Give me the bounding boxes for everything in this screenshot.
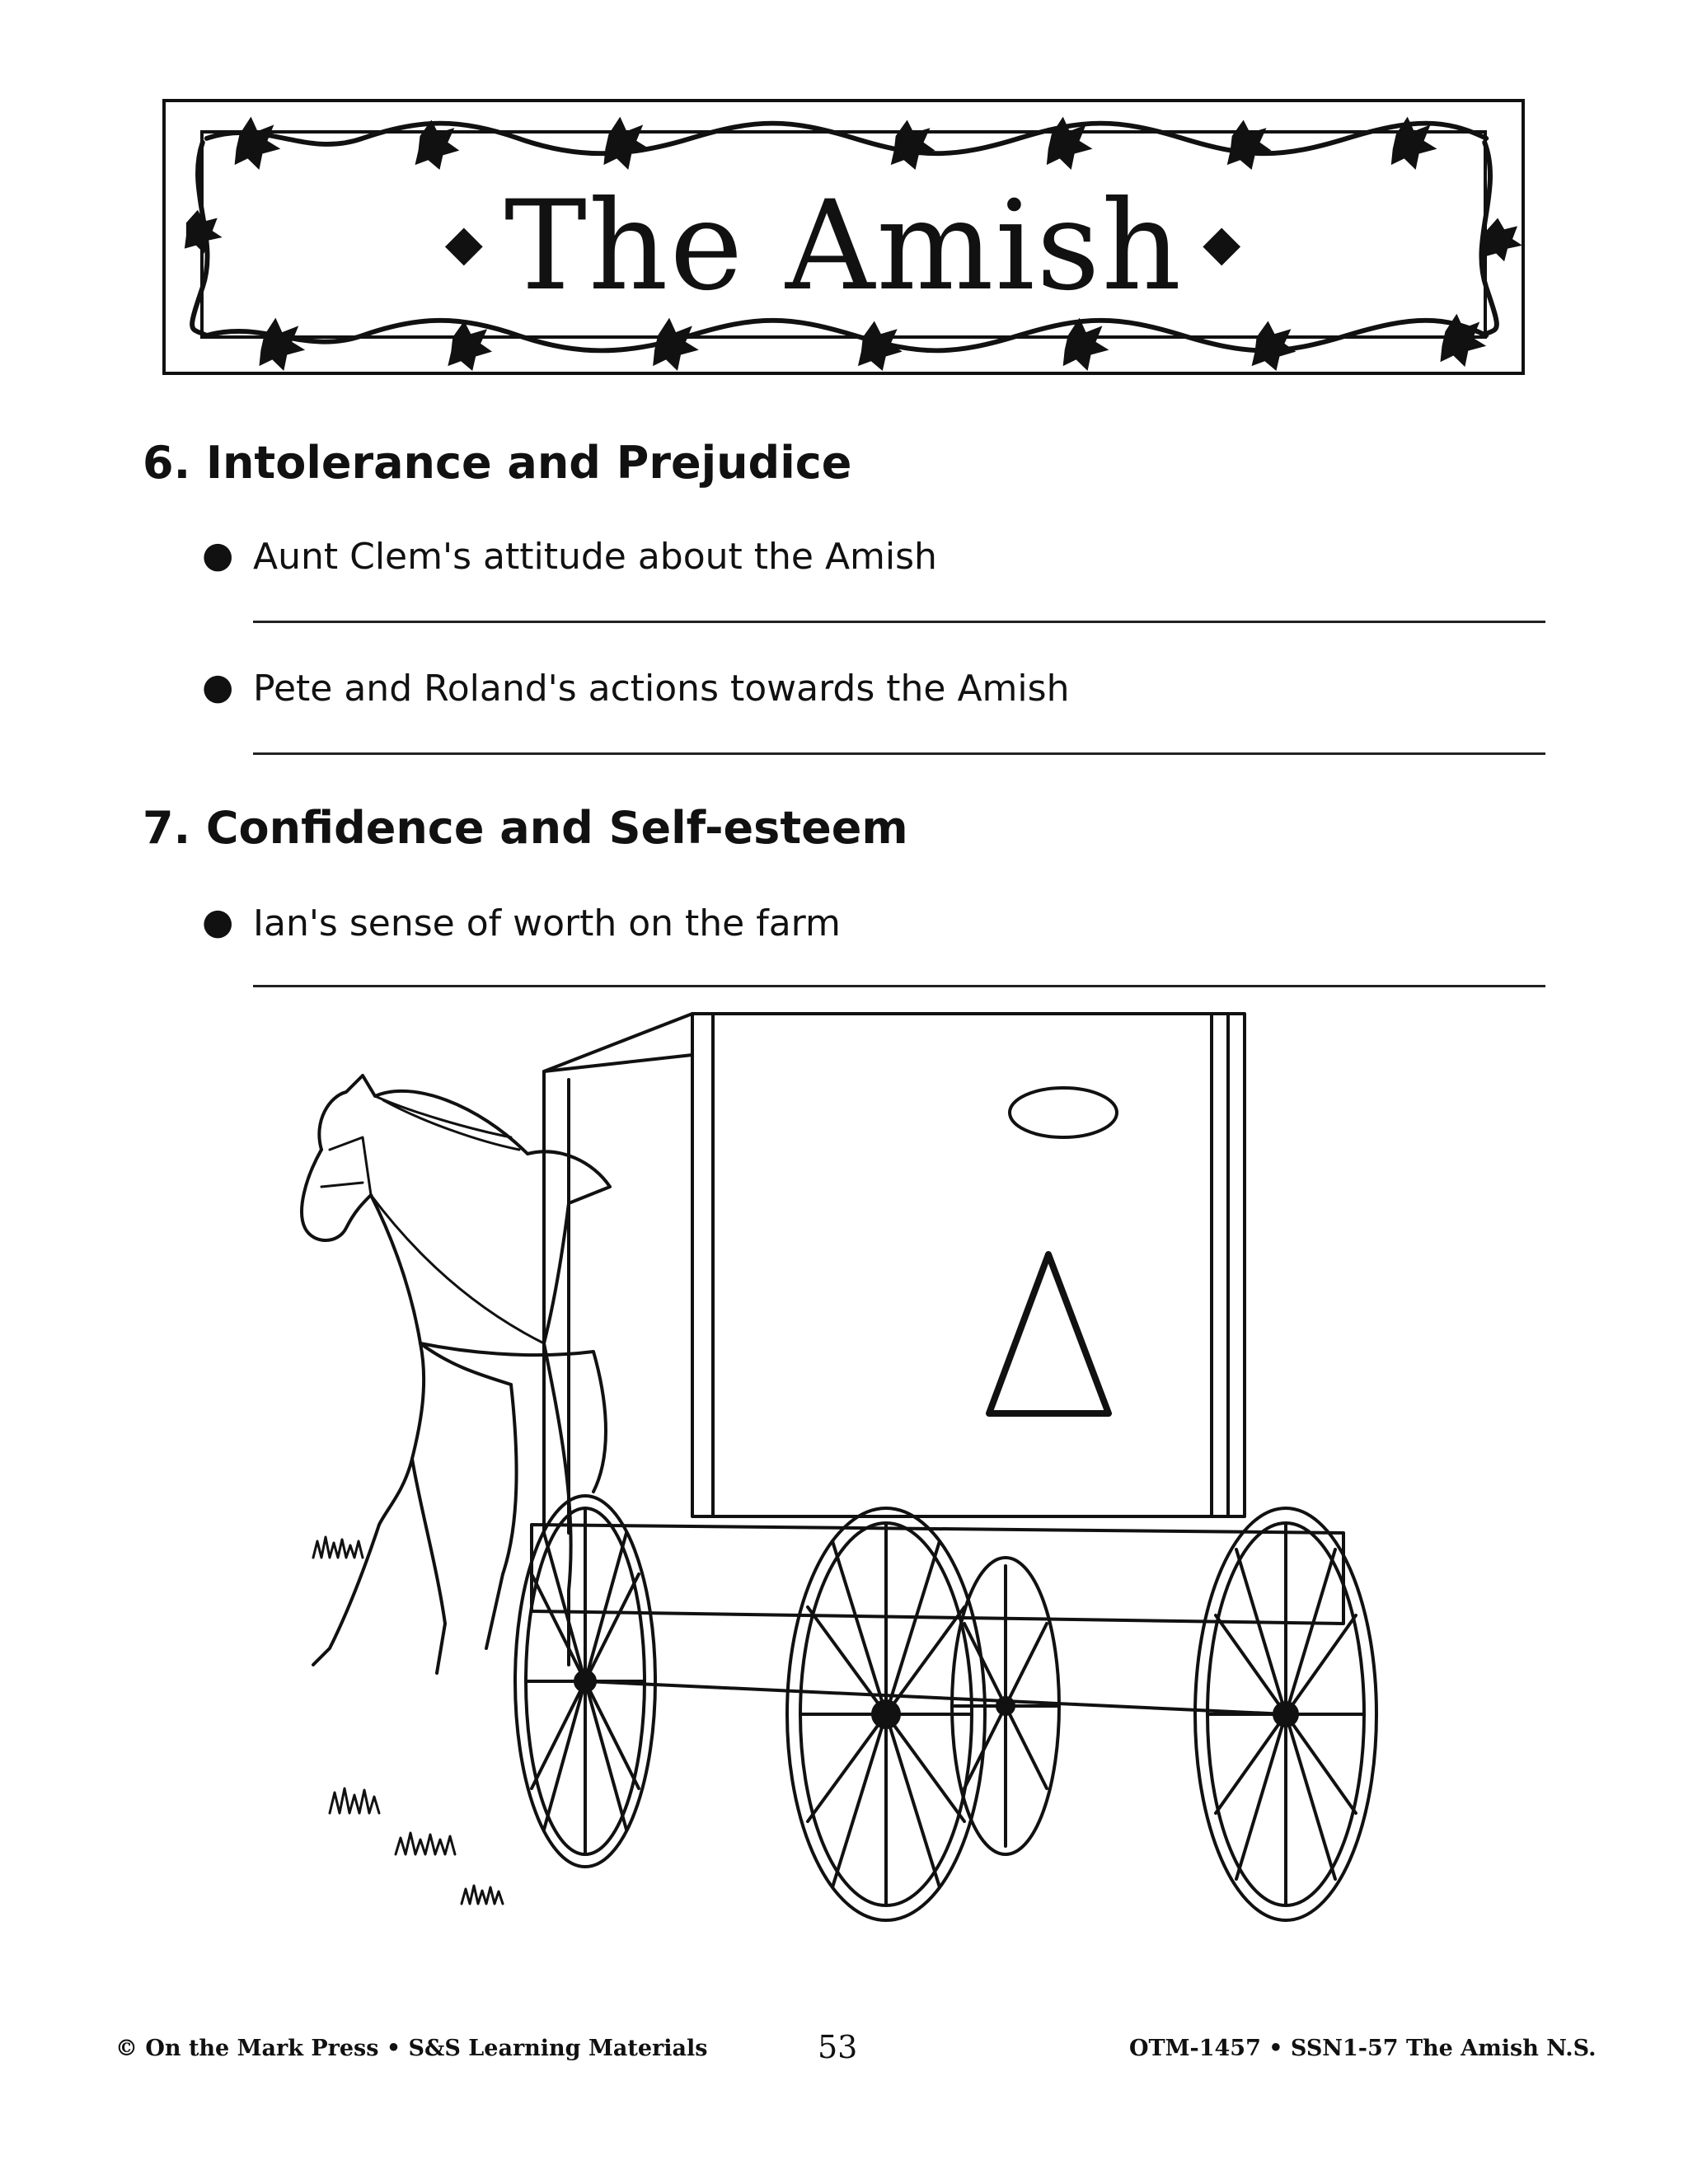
buggy-window	[1010, 1088, 1117, 1137]
title-diamond-right-icon: ◆	[1203, 214, 1243, 273]
section-heading-7: 7. Confidence and Self-esteem	[143, 802, 908, 854]
horse	[302, 1076, 610, 1673]
page-number: 53	[818, 2029, 858, 2065]
footer-copyright: © On the Mark Press • S&S Learning Materials	[115, 2036, 708, 2061]
answer-line-1[interactable]	[253, 621, 1545, 623]
bullet-icon: ●	[202, 534, 234, 576]
prompt-ian-worth: Ian's sense of worth on the farm	[253, 902, 841, 944]
worksheet-title: ◆ The Amish ◆	[444, 175, 1243, 318]
rear-right-wheel	[952, 1558, 1059, 1854]
slow-moving-vehicle-triangle	[989, 1254, 1109, 1413]
title-banner	[162, 99, 1525, 375]
footer-product-code: OTM-1457 • SSN1-57 The Amish N.S.	[1129, 2036, 1597, 2061]
answer-line-2[interactable]	[253, 752, 1545, 755]
section-heading-6: 6. Intolerance and Prejudice	[143, 437, 852, 489]
rear-left-wheel	[787, 1508, 985, 1920]
bullet-icon: ●	[202, 901, 234, 943]
buggy-body	[692, 1014, 1245, 1516]
bullet-icon: ●	[202, 666, 234, 708]
horse-and-buggy-illustration	[297, 997, 1401, 2036]
title-diamond-left-icon: ◆	[444, 214, 485, 273]
grass	[313, 1537, 503, 1904]
prompt-pete-roland: Pete and Roland's actions towards the Amish	[253, 668, 1070, 710]
answer-line-3[interactable]	[253, 985, 1545, 987]
prompt-aunt-clem: Aunt Clem's attitude about the Amish	[253, 536, 937, 578]
